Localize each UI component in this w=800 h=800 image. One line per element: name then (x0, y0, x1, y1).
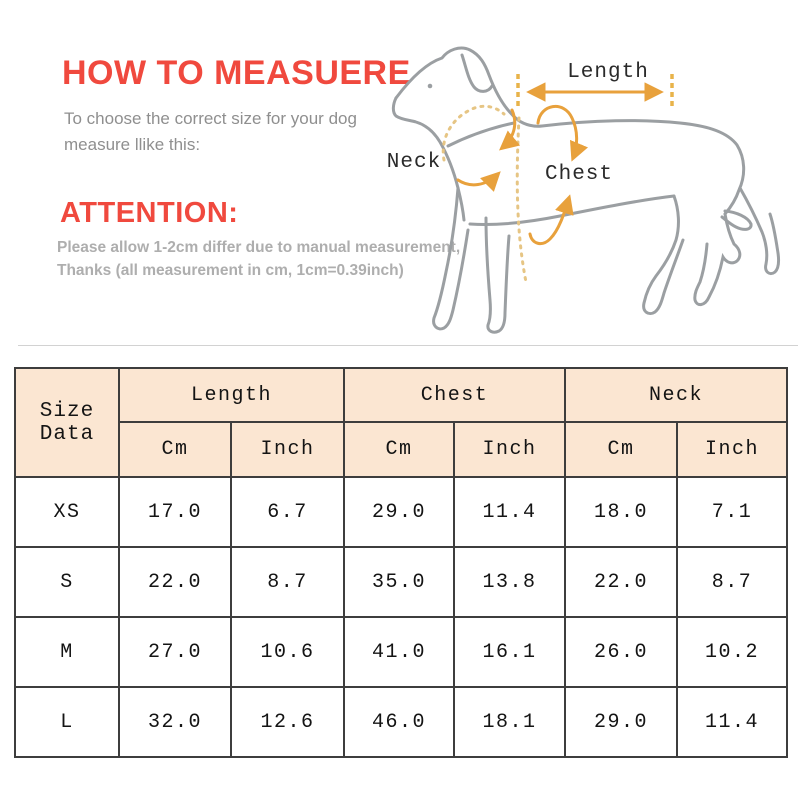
neck-label: Neck (386, 151, 442, 174)
table-row-m (15, 617, 787, 687)
chest-label: Chest (544, 163, 614, 186)
chest-dashed-line (517, 118, 526, 282)
dog-eye (428, 84, 433, 89)
chest-cm-value: 35.0 (344, 547, 454, 617)
neck-cm-value: 22.0 (565, 547, 677, 617)
length-inch-value: 10.6 (231, 617, 344, 687)
unit-header-chest-inch: Inch (454, 422, 565, 477)
attention-note-line-2: Thanks (all measurement in cm, 1cm=0.39inch) (57, 262, 404, 280)
length-label: Length (567, 61, 649, 84)
neck-curve-arrow-down (502, 110, 515, 148)
page-title: HOW TO MEASUERE (62, 54, 411, 92)
chest-cm-value: 46.0 (344, 687, 454, 757)
subtitle-line-1: To choose the correct size for your dog (64, 109, 357, 128)
neck-cm-value: 18.0 (565, 477, 677, 547)
corner-cell-size-data: Size Data (15, 368, 119, 477)
table-row-s (15, 547, 787, 617)
table-row-l (15, 687, 787, 757)
group-header-neck: Neck (565, 368, 787, 422)
size-label: XS (15, 477, 119, 547)
chest-cm-value: 41.0 (344, 617, 454, 687)
unit-header-length-inch: Inch (231, 422, 344, 477)
chest-arch-arrow (538, 106, 577, 158)
chest-inch-value: 16.1 (454, 617, 565, 687)
length-cm-value: 22.0 (119, 547, 231, 617)
size-chart-table (14, 367, 788, 758)
size-label: M (15, 617, 119, 687)
length-cm-value: 32.0 (119, 687, 231, 757)
divider-line (18, 345, 798, 346)
group-header-length: Length (119, 368, 344, 422)
dog-front-leg-far (486, 218, 509, 332)
length-cm-value: 17.0 (119, 477, 231, 547)
length-cm-value: 27.0 (119, 617, 231, 687)
unit-header-chest-cm: Cm (344, 422, 454, 477)
size-label: L (15, 687, 119, 757)
attention-title: ATTENTION: (60, 197, 239, 229)
chest-inch-value: 18.1 (454, 687, 565, 757)
table-row-xs (15, 477, 787, 547)
neck-inch-value: 11.4 (677, 687, 787, 757)
measurement-annotations (387, 61, 672, 282)
neck-inch-value: 8.7 (677, 547, 787, 617)
subtitle-line-2: measure llike this: (64, 134, 201, 154)
neck-cm-value: 29.0 (565, 687, 677, 757)
neck-cm-value: 26.0 (565, 617, 677, 687)
dog-hind-leg-near (644, 196, 683, 314)
length-inch-value: 6.7 (231, 477, 344, 547)
chest-inch-value: 13.8 (454, 547, 565, 617)
chest-inch-value: 11.4 (454, 477, 565, 547)
subtitle (64, 106, 357, 157)
size-label: S (15, 547, 119, 617)
chest-cm-value: 29.0 (344, 477, 454, 547)
neck-inch-value: 10.2 (677, 617, 787, 687)
neck-inch-value: 7.1 (677, 477, 787, 547)
dog-hind-leg-mid (695, 214, 740, 305)
dog-shoulder-line (448, 123, 514, 146)
dog-belly-line (470, 196, 674, 225)
dog-outline-drawing (378, 26, 800, 366)
unit-header-neck-inch: Inch (677, 422, 787, 477)
group-header-chest: Chest (344, 368, 565, 422)
unit-header-neck-cm: Cm (565, 422, 677, 477)
unit-header-length-cm: Cm (119, 422, 231, 477)
length-inch-value: 12.6 (231, 687, 344, 757)
neck-curve-arrow-right (458, 174, 498, 185)
attention-note-line-1: Please allow 1-2cm differ due to manual measurement, (57, 239, 461, 256)
neck-dashed-arc (443, 106, 504, 160)
dog-measurement-diagram (378, 26, 800, 366)
length-inch-value: 8.7 (231, 547, 344, 617)
